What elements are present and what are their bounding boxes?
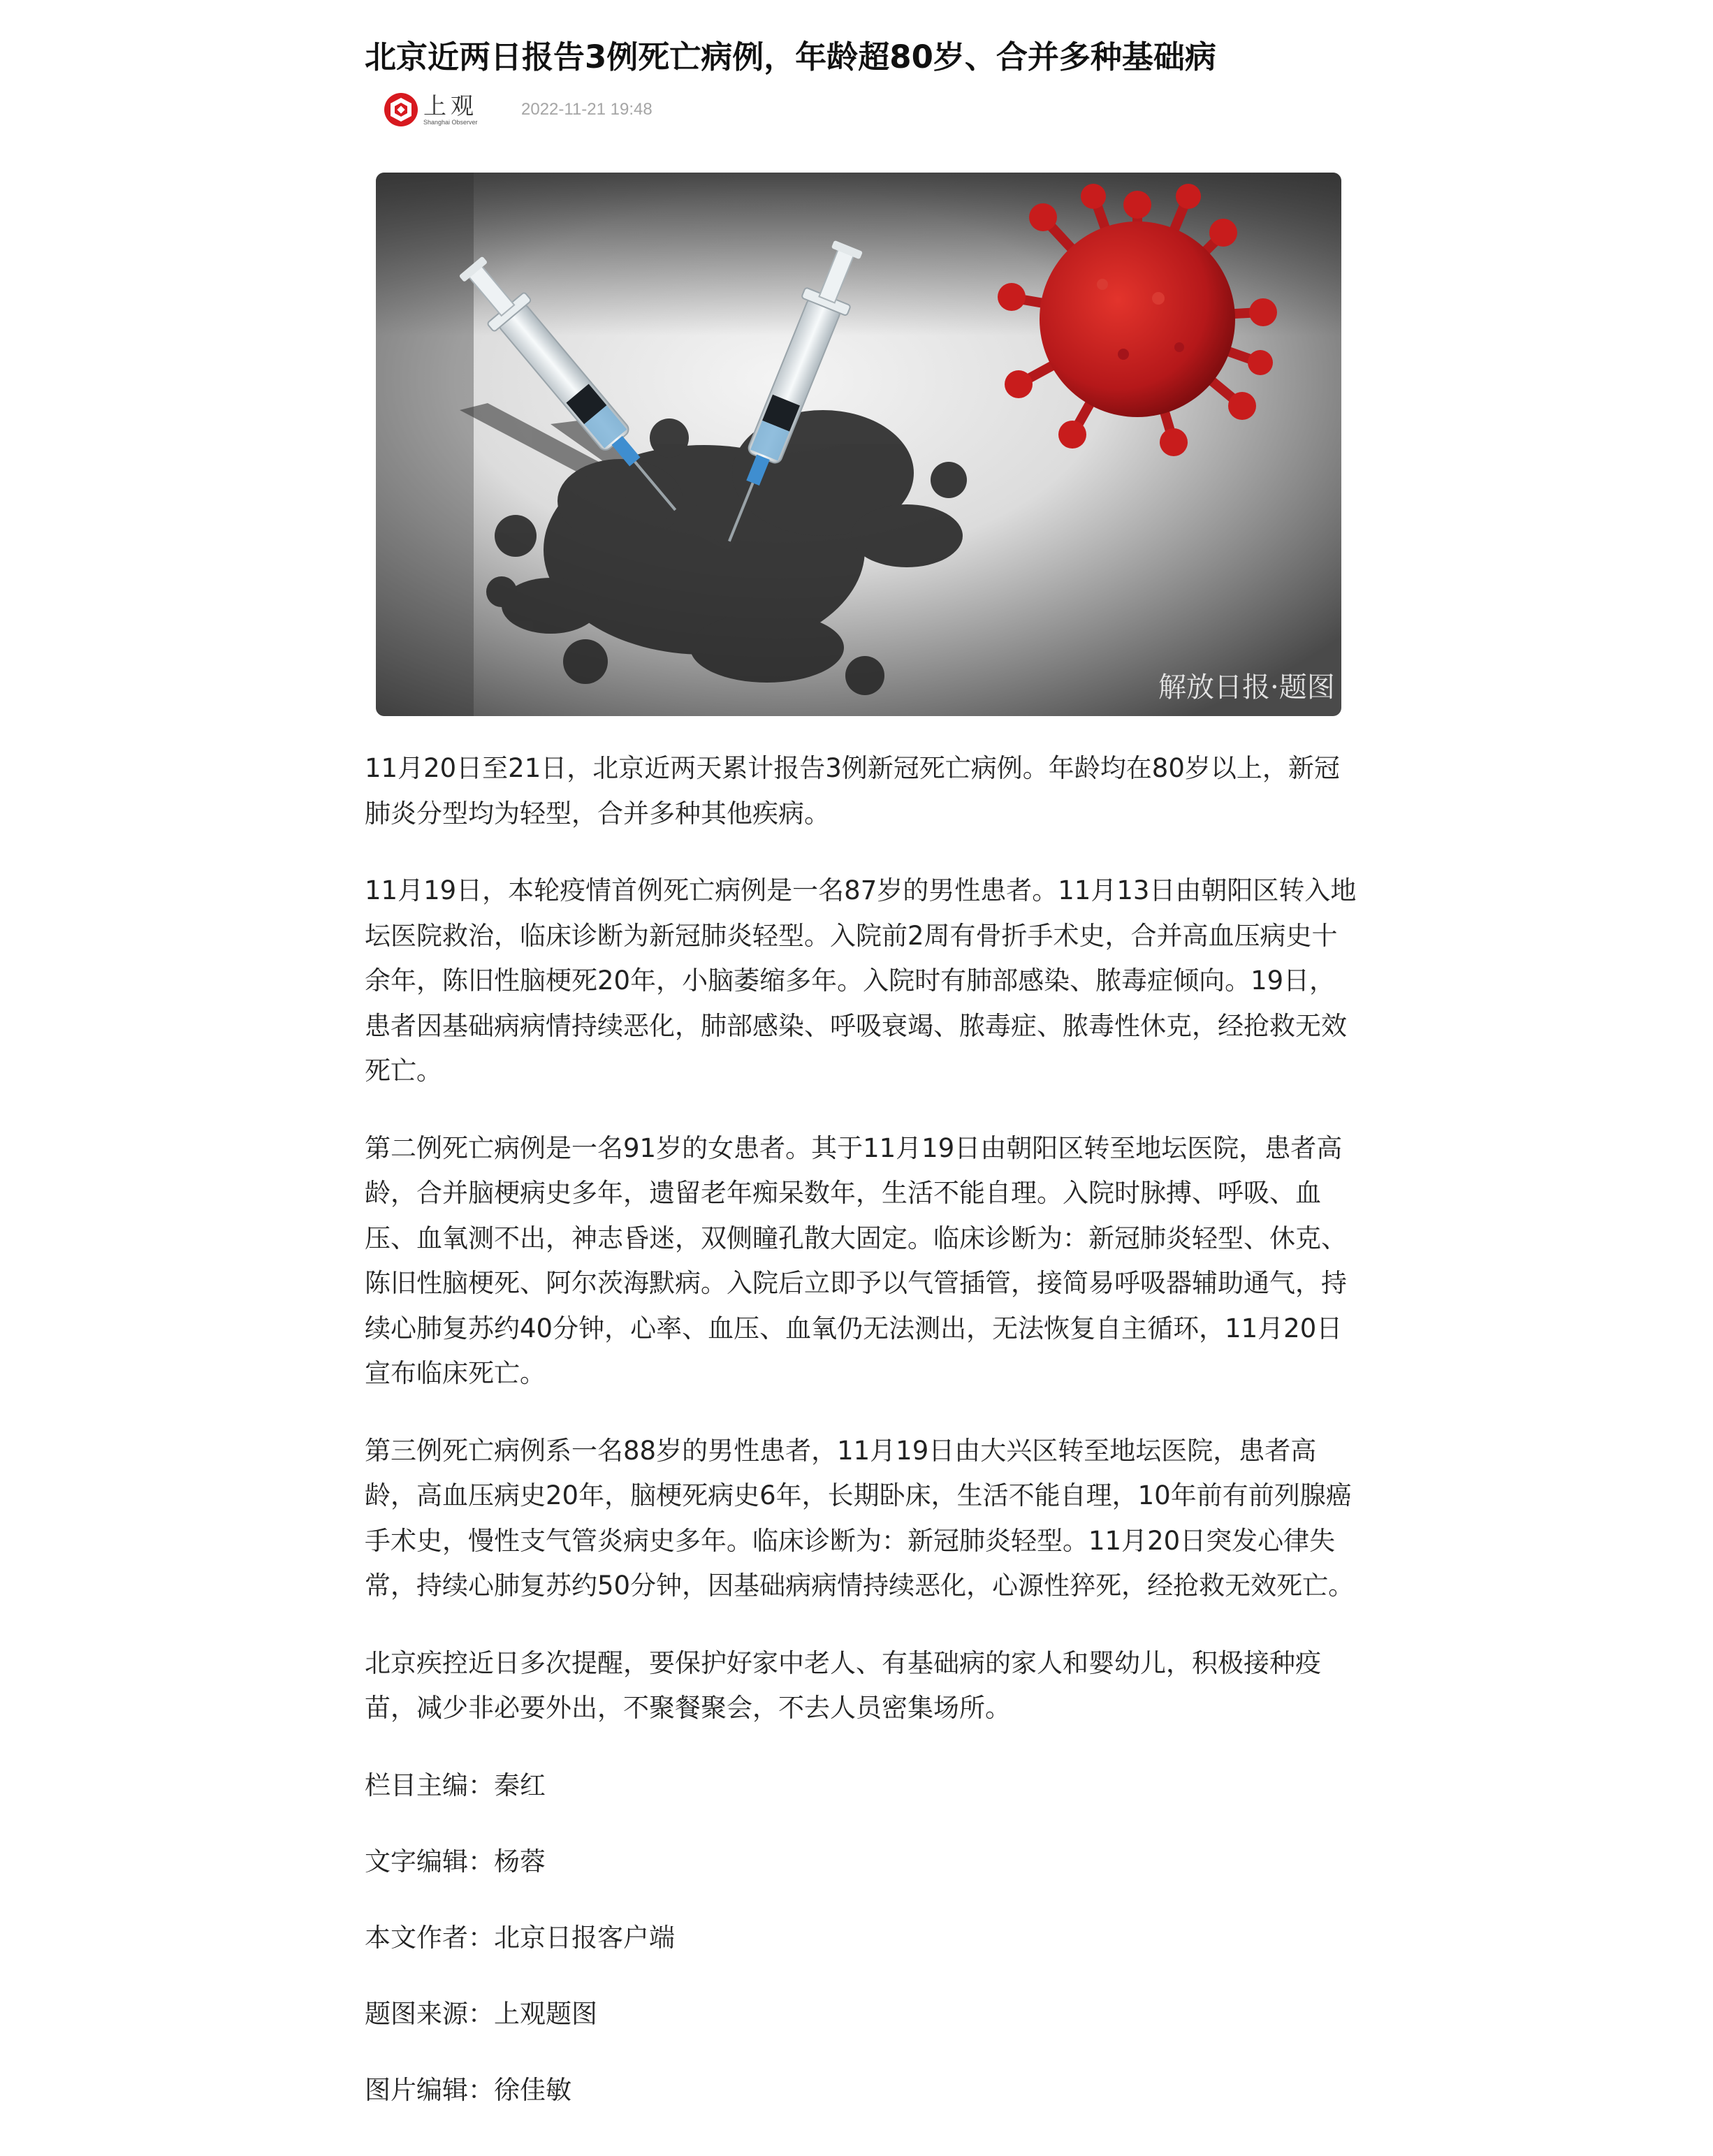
article-paragraph: 11月20日至21日，北京近两天累计报告3例新冠死亡病例。年龄均在80岁以上，新冠肺炎分型均为轻型，合并多种其他疾病。	[365, 753, 1340, 829]
article-paragraph: 第三例死亡病例系一名88岁的男性患者，11月19日由大兴区转至地坛医院，患者高龄，高血压病史20年，脑梗死病史6年，长期卧床，生活不能自理，10年前有前列腺癌手术史，慢性支气管炎病史多年。临床诊断为：新冠肺炎轻型。11月20日突发心律失常，持续心肺复苏约50分钟，因基础病病情持续恶化，心源性猝死，经抢救无效死亡。	[365, 1435, 1355, 1601]
shanghai-observer-logo-icon	[383, 92, 419, 128]
source-logo[interactable]	[383, 92, 478, 128]
article-paragraph: 第二例死亡病例是一名91岁的女患者。其于11月19日由朝阳区转至地坛医院，患者高龄，合并脑梗病史多年，遗留老年痴呆数年，生活不能自理。入院时脉搏、呼吸、血压、血氧测不出，神志昏迷，双侧瞳孔散大固定。临床诊断为：新冠肺炎轻型、休克、陈旧性脑梗死、阿尔茨海默病。入院后立即予以气管插管，接简易呼吸器辅助通气，持续心肺复苏约40分钟，心率、血压、血氧仍无法测出，无法恢复自主循环，11月20日宣布临床死亡。	[365, 1132, 1347, 1388]
article-body	[365, 746, 1357, 2144]
credit-column-editor: 栏目主编：秦红	[365, 1770, 546, 1800]
article-paragraph: 北京疾控近日多次提醒，要保护好家中老人、有基础病的家人和婴幼儿，积极接种疫苗，减少非必要外出，不聚餐聚会，不去人员密集场所。	[365, 1647, 1321, 1723]
credit-photo-editor: 图片编辑：徐佳敏	[365, 2074, 571, 2105]
hero-photo-syringes-virus-icon	[376, 173, 1341, 716]
credit-image-source: 题图来源：上观题图	[365, 1998, 597, 2029]
article-title: 北京近两日报告3例死亡病例，年龄超80岁、合并多种基础病	[365, 38, 1216, 75]
article-meta	[365, 85, 1357, 134]
hero-watermark: 解放日报·题图	[1158, 671, 1335, 704]
hero-image	[376, 173, 1341, 716]
article	[365, 0, 1357, 2105]
credit-text-editor: 文字编辑：杨蓉	[365, 1846, 546, 1877]
logo-wordmark: 上观	[423, 92, 478, 119]
publish-date: 2022-11-21 19:48	[521, 100, 653, 119]
credit-author: 本文作者：北京日报客户端	[365, 1922, 675, 1953]
logo-subtext: Shanghai Observer	[423, 118, 478, 126]
article-paragraph: 11月19日，本轮疫情首例死亡病例是一名87岁的男性患者。11月13日由朝阳区转入地坛医院救治，临床诊断为新冠肺炎轻型。入院前2周有骨折手术史，合并高血压病史十余年，陈旧性脑梗死20年，小脑萎缩多年。入院时有肺部感染、脓毒症倾向。19日，患者因基础病病情持续恶化，肺部感染、呼吸衰竭、脓毒症、脓毒性休克，经抢救无效死亡。	[365, 875, 1357, 1086]
